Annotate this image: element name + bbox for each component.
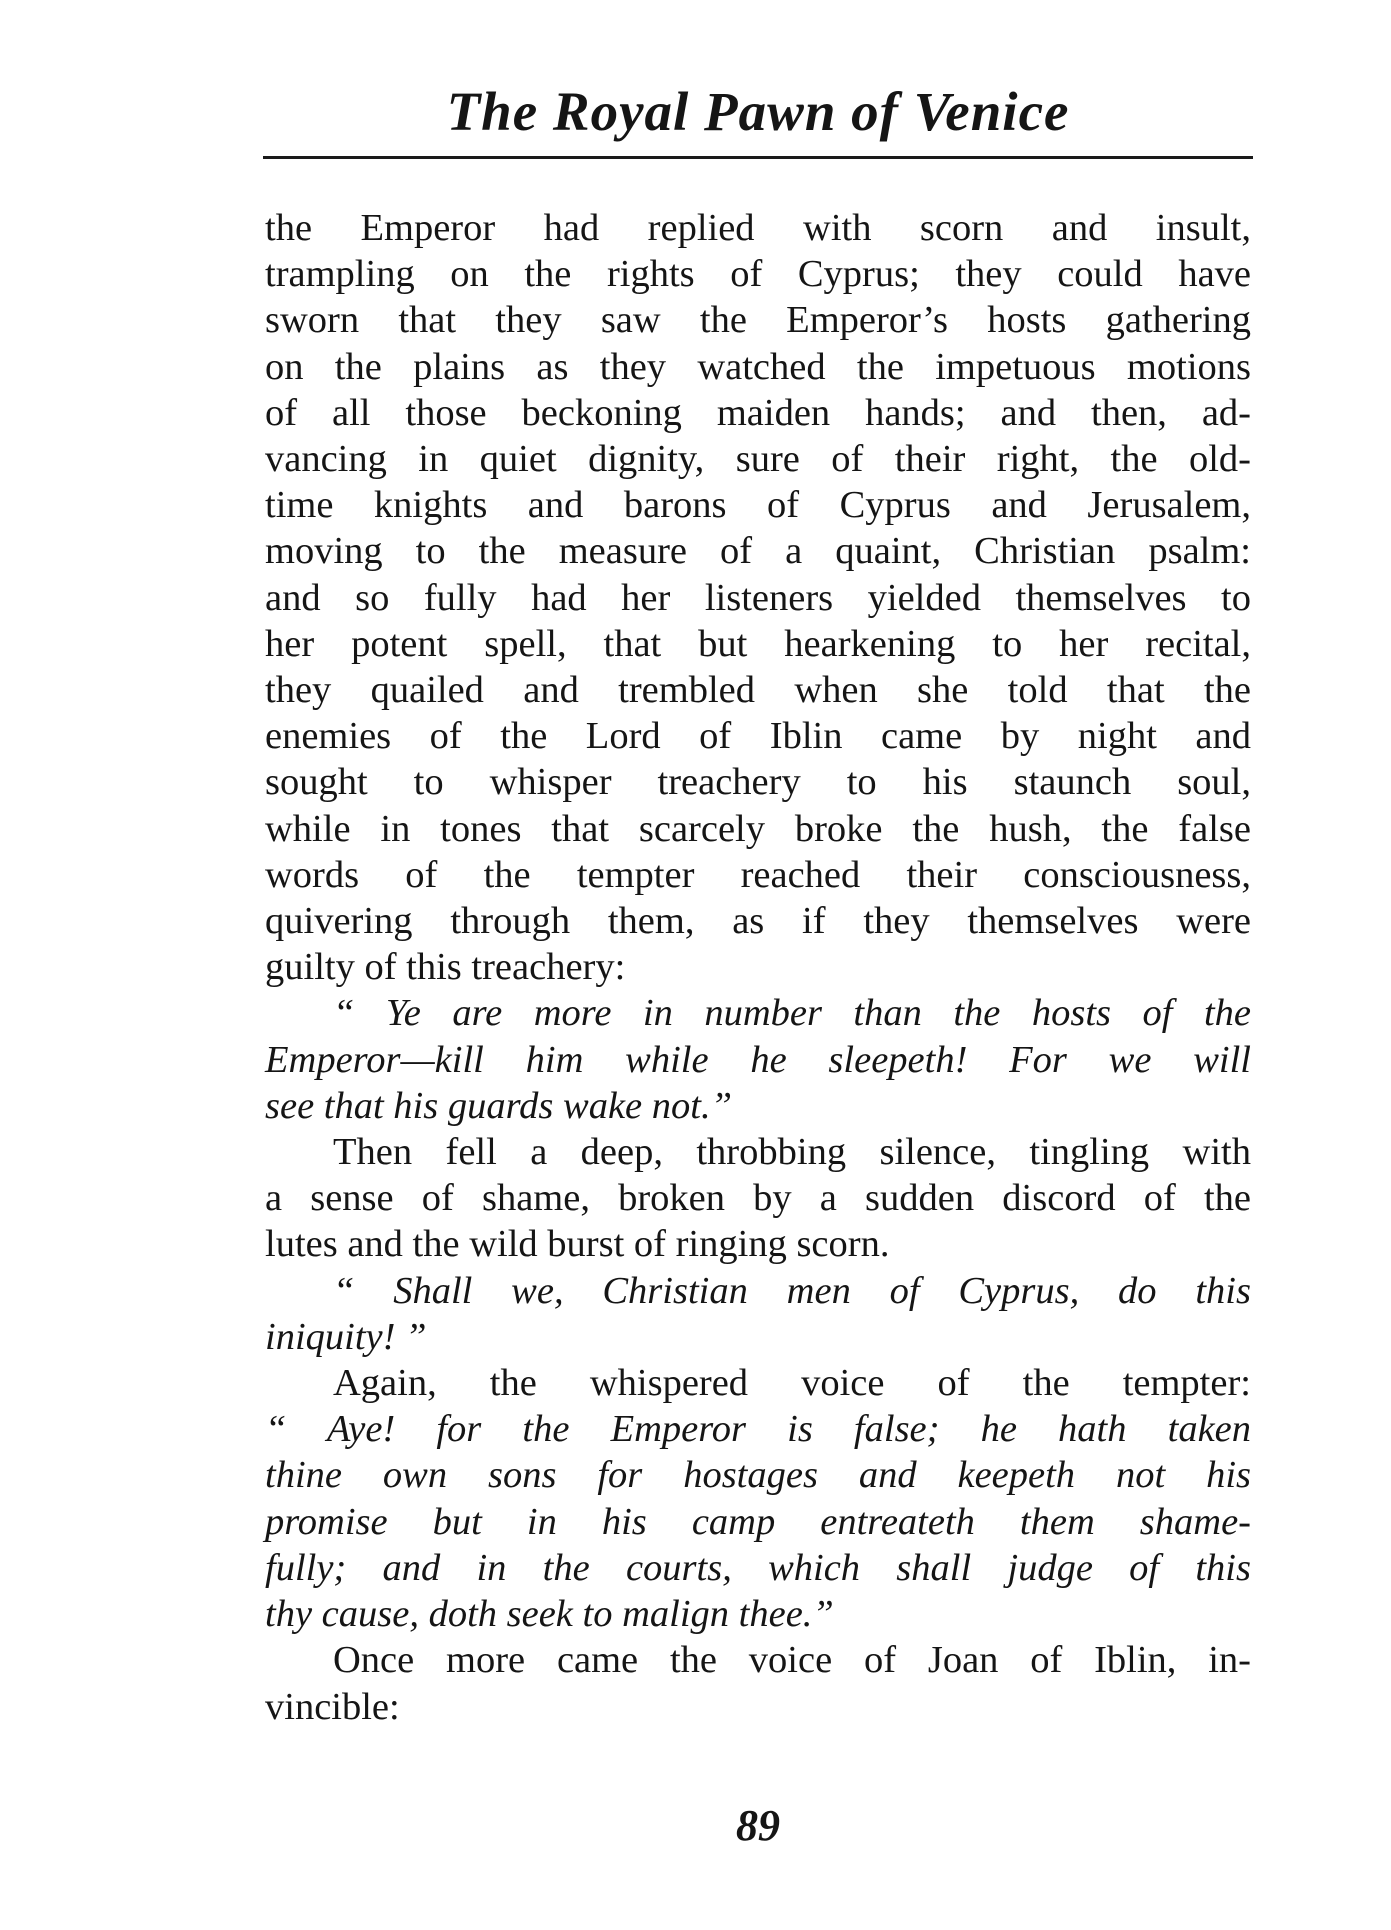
text-line: Emperor—kill him while he sleepeth! For we will [265, 1038, 1251, 1081]
paragraph [265, 1360, 1251, 1406]
paragraph [265, 1637, 1251, 1729]
body-text [265, 205, 1251, 1730]
text-line: sought to whisper treachery to his staunch soul, [265, 761, 1251, 804]
text-line: trampling on the rights of Cyprus; they could have [265, 253, 1251, 296]
text-line: thine own sons for hostages and keepeth not his [265, 1454, 1251, 1497]
text-line: of all those beckoning maiden hands; and then, ad- [265, 391, 1251, 434]
text-line: lutes and the wild burst of ringing scorn. [265, 1223, 890, 1266]
text-line: enemies of the Lord of Iblin came by night and [265, 715, 1251, 758]
text-line: promise but in his camp entreateth them shame- [265, 1500, 1251, 1543]
text-line: the Emperor had replied with scorn and insult, [265, 207, 1251, 249]
text-line: guilty of this treachery: [265, 946, 626, 989]
paragraph [265, 1129, 1251, 1268]
text-line: see that his guards wake not.” [265, 1084, 732, 1127]
text-line: iniquity! ” [265, 1315, 427, 1358]
text-line: moving to the measure of a quaint, Christian psalm: [265, 530, 1251, 573]
quotation [265, 1268, 1251, 1360]
text-line: sworn that they saw the Emperor’s hosts gathering [265, 299, 1251, 342]
text-line: her potent spell, that but hearkening to her recital, [265, 622, 1251, 665]
text-line: vincible: [265, 1685, 400, 1728]
text-line: they quailed and trembled when she told that the [265, 669, 1251, 712]
quotation [265, 990, 1251, 1129]
text-line: Then fell a deep, throbbing silence, tingling with [333, 1131, 1251, 1174]
text-line: Once more came the voice of Joan of Iblin, in- [333, 1639, 1251, 1682]
text-line: while in tones that scarcely broke the hush, the false [265, 807, 1251, 850]
text-line: words of the tempter reached their consciousness, [265, 853, 1251, 896]
text-line: vancing in quiet dignity, sure of their right, the old- [265, 438, 1251, 481]
text-line: a sense of shame, broken by a sudden discord of the [265, 1177, 1251, 1220]
text-line: “ Shall we, Christian men of Cyprus, do this [333, 1269, 1251, 1312]
text-line: thy cause, doth seek to malign thee.” [265, 1593, 834, 1636]
running-title: The Royal Pawn of Venice [446, 81, 1070, 142]
quotation [265, 1406, 1251, 1637]
header-rule [263, 156, 1253, 159]
text-line: Again, the whispered voice of the tempter: [333, 1362, 1251, 1405]
text-line: “ Ye are more in number than the hosts of the [333, 992, 1251, 1035]
text-line: and so fully had her listeners yielded themselves to [265, 576, 1251, 619]
paragraph [265, 205, 1251, 990]
text-line: fully; and in the courts, which shall judge of this [265, 1546, 1251, 1589]
text-line: “ Aye! for the Emperor is false; he hath taken [265, 1408, 1251, 1451]
text-line: on the plains as they watched the impetuous motions [265, 345, 1251, 388]
text-line: time knights and barons of Cyprus and Jerusalem, [265, 484, 1251, 527]
page-number: 89 [736, 1801, 780, 1850]
text-line: quivering through them, as if they themselves were [265, 900, 1251, 943]
